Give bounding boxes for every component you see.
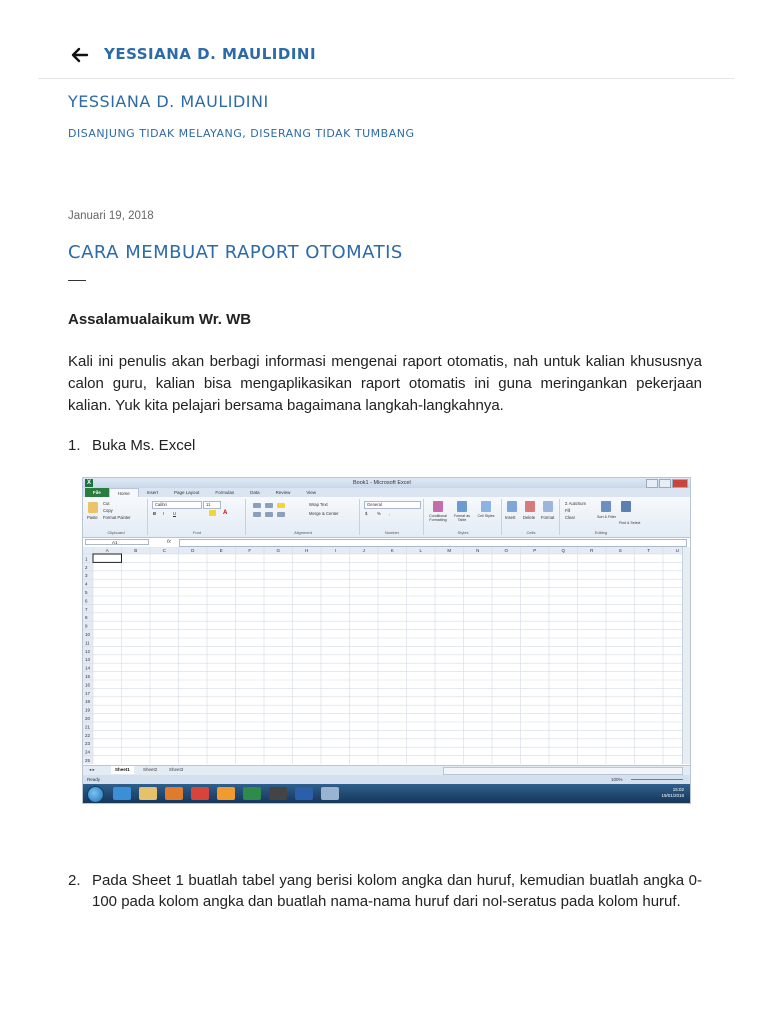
column-header[interactable]: A <box>105 548 109 554</box>
row-header[interactable]: 1 <box>85 556 88 562</box>
tab-file[interactable]: File <box>85 488 109 497</box>
sheet-tab-1[interactable]: Sheet1 <box>111 766 134 774</box>
step-text: Buka Ms. Excel <box>92 437 196 454</box>
sheet-tab-2[interactable]: Sheet2 <box>143 767 158 772</box>
vertical-scrollbar[interactable] <box>682 547 690 764</box>
bold-button[interactable]: B <box>153 511 157 516</box>
sheet-tab-3[interactable]: Sheet3 <box>169 767 184 772</box>
ribbon-group-editing <box>561 499 641 535</box>
ribbon-group-alignment <box>247 499 360 535</box>
row-header[interactable]: 2 <box>85 564 88 570</box>
ribbon-group-label: Font <box>192 530 201 535</box>
ribbon-group-clipboard <box>85 499 148 535</box>
row-header[interactable]: 3 <box>85 573 88 579</box>
header-title[interactable]: YESSIANA D. MAULIDINI <box>104 45 317 63</box>
row-header[interactable]: 4 <box>85 581 88 587</box>
row-header[interactable]: 15 <box>85 674 91 679</box>
formula-input[interactable] <box>179 539 687 547</box>
ribbon-group-label: Styles <box>457 530 469 535</box>
tab-home[interactable]: Home <box>109 488 139 498</box>
align-left-icon[interactable] <box>253 512 261 517</box>
column-header[interactable]: P <box>533 548 537 554</box>
column-header[interactable]: D <box>191 548 195 554</box>
ribbon-group-styles <box>425 499 502 535</box>
excel-ribbon-tabs <box>83 488 690 497</box>
status-text: Ready <box>87 777 101 782</box>
number-format-select[interactable] <box>364 501 421 509</box>
currency-button[interactable]: $ <box>365 511 368 516</box>
ribbon-group-label: Number <box>384 530 400 535</box>
column-header[interactable]: C <box>162 548 166 554</box>
close-icon[interactable] <box>672 479 688 488</box>
column-header[interactable]: E <box>219 548 223 554</box>
blog-title[interactable]: YESSIANA D. MAULIDINI <box>68 92 269 111</box>
ie-icon[interactable] <box>113 787 131 800</box>
post-intro: Kali ini penulis akan berbagi informasi mengenai raport otomatis, nah untuk kalian khususnya calon guru, kalian bisa mengaplikasikan raport otomatis ini guna meringankan pekerjaan kalian. Yuk kita pelajari bersama bagaimana langkah-langkahnya. <box>68 353 702 414</box>
clear-button[interactable]: Clear <box>565 515 576 520</box>
format-table-button[interactable]: Format as Table <box>453 514 471 522</box>
number-format-value: General <box>367 502 382 507</box>
row-header[interactable]: 24 <box>85 749 91 755</box>
column-header[interactable]: T <box>647 548 651 554</box>
underline-button[interactable]: U <box>173 511 177 516</box>
spreadsheet-grid[interactable] <box>83 547 683 764</box>
delete-cells-icon[interactable] <box>525 501 535 512</box>
step-2 <box>68 870 702 912</box>
active-cell[interactable] <box>93 554 122 562</box>
column-header[interactable]: S <box>618 548 622 554</box>
column-header[interactable]: J <box>362 548 365 554</box>
font-name-value: Calibri <box>155 502 167 507</box>
excel-screenshot <box>82 477 691 804</box>
window-controls <box>646 479 688 488</box>
row-header[interactable]: 22 <box>85 732 91 738</box>
align-top-icon[interactable] <box>253 503 261 508</box>
row-header[interactable]: 19 <box>85 707 91 713</box>
insert-button[interactable]: Insert <box>505 515 516 520</box>
conditional-formatting-button[interactable]: Conditional Formatting <box>429 514 447 522</box>
column-header[interactable]: B <box>134 548 138 554</box>
post-date: Januari 19, 2018 <box>68 210 154 222</box>
cell-styles-button[interactable]: Cell Styles <box>477 514 495 518</box>
align-bottom-icon[interactable] <box>277 503 285 508</box>
folder-icon[interactable] <box>139 787 157 800</box>
row-header[interactable]: 23 <box>85 741 91 747</box>
zoom-slider[interactable] <box>631 779 683 780</box>
column-header[interactable]: H <box>305 548 309 554</box>
ribbon-group-label: Clipboard <box>107 530 125 535</box>
tab-view[interactable]: View <box>306 490 317 495</box>
system-clock[interactable] <box>661 787 684 799</box>
fx-icon[interactable]: fx <box>167 539 171 545</box>
row-header[interactable]: 12 <box>85 648 91 654</box>
step-number: 2. <box>68 872 81 889</box>
chrome-icon[interactable] <box>191 787 209 800</box>
sheet-tabs <box>83 765 690 775</box>
header-divider <box>38 78 734 79</box>
format-table-icon[interactable] <box>457 501 467 512</box>
row-header[interactable]: 17 <box>85 690 91 696</box>
align-right-icon[interactable] <box>277 512 285 517</box>
ribbon-group-cells <box>503 499 560 535</box>
column-header[interactable]: I <box>334 548 336 554</box>
fill-button[interactable]: Fill <box>565 508 571 513</box>
sort-filter-icon[interactable] <box>601 501 611 512</box>
column-header[interactable]: N <box>476 548 480 554</box>
app2-icon[interactable] <box>269 787 287 800</box>
step-1 <box>68 437 195 454</box>
sheet-nav-icon[interactable]: ◂ ▸ <box>89 767 95 772</box>
wrap-text-button[interactable]: Wrap Text <box>309 502 328 507</box>
tab-formulas[interactable]: Formulas <box>215 490 235 495</box>
autosum-label: AutoSum <box>568 501 586 506</box>
tab-insert[interactable]: Insert <box>146 490 159 495</box>
name-box[interactable]: A1 <box>85 539 149 545</box>
ribbon-group-label: Editing <box>594 530 608 535</box>
post-greeting: Assalamualaikum Wr. WB <box>68 311 252 328</box>
paste-button[interactable]: Paste <box>87 515 98 520</box>
excel-logo-icon: X <box>86 480 91 486</box>
minimize-icon[interactable] <box>646 479 658 488</box>
cell-styles-icon[interactable] <box>481 501 491 512</box>
ribbon-group-font <box>149 499 246 535</box>
row-header[interactable]: 8 <box>85 615 88 621</box>
format-painter-button[interactable]: Format Painter <box>103 515 131 520</box>
row-header-bar <box>83 547 93 764</box>
clock-date: 19/01/2018 <box>661 793 684 798</box>
find-select-icon[interactable] <box>621 501 631 512</box>
cut-button[interactable]: Cut <box>103 501 110 506</box>
app-icon[interactable] <box>217 787 235 800</box>
horizontal-scrollbar[interactable] <box>443 767 683 775</box>
align-middle-icon[interactable] <box>265 503 273 508</box>
ribbon-group-number <box>361 499 424 535</box>
back-button[interactable] <box>68 44 90 66</box>
excel-taskbar-icon[interactable] <box>243 787 261 800</box>
tab-review[interactable]: Review <box>275 490 291 495</box>
row-header[interactable]: 6 <box>85 598 88 604</box>
excel-titlebar <box>83 478 690 488</box>
delete-button[interactable]: Delete <box>523 515 536 520</box>
font-color-icon[interactable]: A <box>223 510 228 516</box>
tab-data[interactable]: Data <box>250 490 260 495</box>
maximize-icon[interactable] <box>659 479 671 488</box>
title-divider <box>68 280 86 281</box>
copy-button[interactable]: Copy <box>103 508 113 513</box>
notepad-icon[interactable] <box>321 787 339 800</box>
arrow-left-icon <box>68 44 90 66</box>
top-bar <box>0 0 768 80</box>
row-header[interactable]: 20 <box>85 716 91 721</box>
excel-ribbon <box>83 497 690 538</box>
start-button-icon[interactable] <box>87 786 104 803</box>
find-select-button[interactable]: Find & Select <box>619 521 641 525</box>
windows-taskbar <box>83 784 690 803</box>
row-header[interactable]: 25 <box>85 758 91 763</box>
tab-page-layout[interactable]: Page Layout <box>174 490 200 495</box>
italic-button[interactable]: I <box>163 511 165 516</box>
step-number: 1. <box>68 437 81 454</box>
font-size-select[interactable] <box>203 501 221 509</box>
sort-filter-button[interactable]: Sort & Filter <box>597 515 616 519</box>
row-header[interactable]: 16 <box>85 682 91 688</box>
column-header[interactable]: F <box>248 548 252 554</box>
column-header[interactable]: O <box>504 548 509 554</box>
column-header[interactable]: K <box>390 548 394 554</box>
fill-color-icon[interactable] <box>209 510 216 516</box>
format-cells-icon[interactable] <box>543 501 553 512</box>
font-size-value: 11 <box>206 502 211 507</box>
align-center-icon[interactable] <box>265 512 273 517</box>
format-button[interactable]: Format <box>541 515 555 520</box>
merge-center-button[interactable]: Merge & Center <box>309 511 339 516</box>
percent-button[interactable]: % <box>377 511 381 516</box>
row-header[interactable]: 7 <box>85 606 88 612</box>
blog-tagline: DISANJUNG TIDAK MELAYANG, DISERANG TIDAK TUMBANG <box>68 127 415 140</box>
word-icon[interactable] <box>295 787 313 800</box>
paste-icon[interactable] <box>88 502 98 513</box>
column-header[interactable]: M <box>447 548 452 554</box>
row-header[interactable]: 18 <box>85 699 91 705</box>
comma-button[interactable]: , <box>389 511 391 516</box>
column-header[interactable]: U <box>675 548 679 554</box>
column-header[interactable]: Q <box>561 548 566 554</box>
status-bar <box>83 775 690 784</box>
row-header[interactable]: 9 <box>85 623 88 629</box>
column-header[interactable]: R <box>590 548 594 554</box>
row-header[interactable]: 21 <box>85 724 91 730</box>
media-player-icon[interactable] <box>165 787 183 800</box>
row-header[interactable]: 5 <box>85 590 88 595</box>
column-header[interactable]: G <box>276 548 281 554</box>
row-header[interactable]: 13 <box>85 657 91 663</box>
insert-cells-icon[interactable] <box>507 501 517 512</box>
ribbon-group-label: Alignment <box>294 530 312 535</box>
clock-time: 15:02 <box>672 787 684 792</box>
column-header[interactable]: L <box>419 548 423 554</box>
row-header[interactable]: 10 <box>85 632 91 637</box>
post-title: CARA MEMBUAT RAPORT OTOMATIS <box>68 242 403 263</box>
row-header[interactable]: 11 <box>85 640 90 646</box>
ribbon-group-label: Cells <box>526 530 536 535</box>
excel-window-title: Book1 - Microsoft Excel <box>353 480 411 486</box>
step-text: Pada Sheet 1 buatlah tabel yang berisi kolom angka dan huruf, kemudian buatlah angka 0-100 pada kolom angka dan buatlah nama-nama huruf dari nol-seratus pada kolom huruf. <box>92 872 702 910</box>
conditional-formatting-icon[interactable] <box>433 501 443 512</box>
font-name-select[interactable] <box>152 501 202 509</box>
row-header[interactable]: 14 <box>85 665 91 671</box>
autosum-button[interactable]: Σ AutoSum <box>565 501 586 506</box>
zoom-level[interactable]: 100% <box>611 777 623 782</box>
